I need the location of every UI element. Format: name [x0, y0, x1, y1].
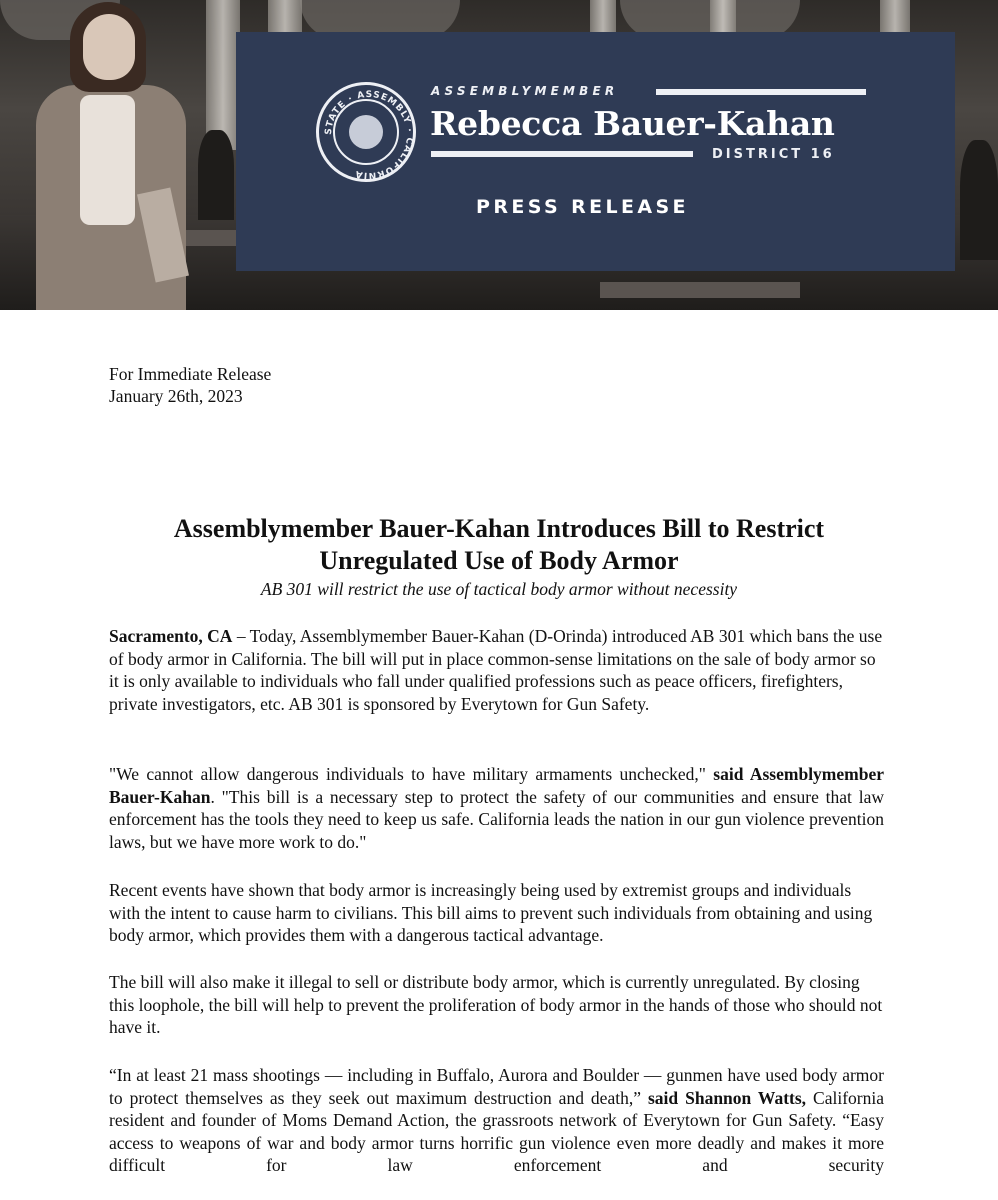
assemblymember-photo — [18, 0, 208, 310]
headline-line-2: Unregulated Use of Body Armor — [319, 546, 679, 575]
quote-part-1: "We cannot allow dangerous individuals to have military armaments unchecked," — [109, 764, 714, 784]
release-type: For Immediate Release — [109, 364, 272, 384]
paragraph-2 — [109, 763, 884, 853]
quote-part-1: “In at least 21 mass shootings — including in Buffalo, Aurora and Boulder — gunmen have used body armor to protect themselves as they seek out maximum destruction and death,” — [109, 1065, 884, 1108]
headline-line-1: Assemblymember Bauer-Kahan Introduces Bill to Restrict — [173, 514, 825, 543]
paragraph-4: The bill will also make it illegal to sell or distribute body armor, which is currently unregulated. By closing this loophole, the bill will help to prevent the proliferation of body armor in the hands of those who should not have it. — [109, 972, 883, 1037]
release-meta — [109, 363, 271, 407]
divider-line — [656, 89, 866, 95]
assemblymember-name: Rebecca Bauer-Kahan — [430, 104, 835, 143]
headline — [0, 513, 998, 577]
background-person — [960, 140, 998, 260]
paragraph-3: Recent events have shown that body armor is increasingly being used by extremist groups and individuals with the intent to cause harm to civilians. This bill aims to prevent such individuals from obtaining and using body armor, which provides them with a dangerous tactical advantage. — [109, 880, 873, 945]
attribution: said Shannon Watts, — [647, 1087, 807, 1108]
attribution: said Assemblymember Bauer-Kahan — [109, 764, 884, 807]
paragraph-1 — [109, 625, 884, 715]
paragraph-5 — [109, 1064, 884, 1177]
desk-decoration — [600, 282, 800, 298]
dateline: Sacramento, CA — [109, 626, 233, 646]
paragraph-1-text: – Today, Assemblymember Bauer-Kahan (D-Orinda) introduced AB 301 which bans the use of body armor in California. The bill will put in place common-sense limitations on the sale of body armor so it is only available to individuals who fall under qualified professions such as peace officers, firefighters, private investigators, etc. AB 301 is sponsored by Everytown for Gun Safety. — [109, 626, 883, 714]
release-date: January 26th, 2023 — [109, 386, 243, 406]
assemblymember-label: ASSEMBLYMEMBER — [431, 84, 619, 98]
divider-line — [431, 151, 693, 157]
quote-part-2: California resident and founder of Moms Demand Action, the grassroots network of Everytown for Gun Safety. “Easy access to weapons of war and body armor turns horrific gun violence even more deadly and makes it more difficult for law enforcement and security — [109, 1087, 884, 1175]
quote-part-2: . "This bill is a necessary step to protect the safety of our communities and ensure that law enforcement has the tools they need to keep us safe. California leads the nation in our gun violence prevention laws, but we have more work to do." — [109, 786, 884, 852]
assembly-seal-icon — [316, 82, 416, 182]
seal-text: STATE · ASSEMBLY · CALIFORNIA — [323, 89, 415, 181]
column-decoration — [206, 0, 240, 150]
subheadline: AB 301 will restrict the use of tactical body armor without necessity — [260, 579, 738, 599]
header-banner — [0, 0, 998, 310]
press-release-label: PRESS RELEASE — [476, 196, 689, 218]
brand-box — [236, 32, 955, 271]
district-label: DISTRICT 16 — [712, 147, 835, 162]
